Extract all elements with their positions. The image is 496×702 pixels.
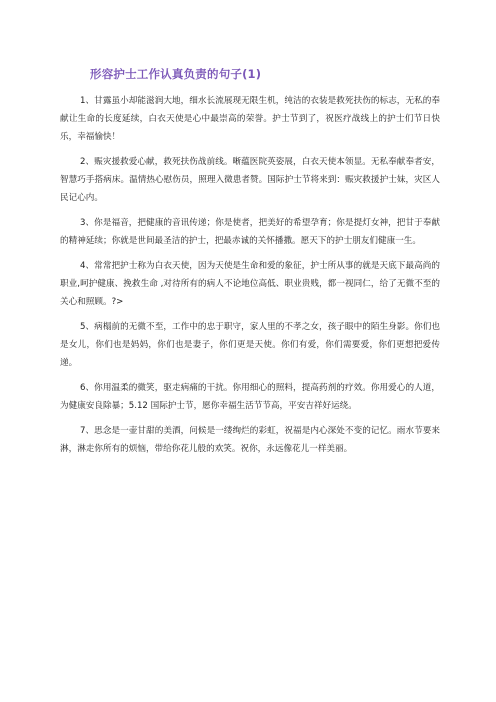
paragraph-2: 2、赈灾援救爱心献，救死扶伤战前线。晰蕴医院英姿展，白衣天使本领显。无私奉献奉者安，智慧巧手搭病床。温情热心慰伤员，照理入微患者赞。国际护士节将来到：赈灾救援护士妹，灾区人民记心内。 [60,157,440,203]
paragraph-7: 7、思念是一壶甘甜的美酒，问候是一缕绚烂的彩虹，祝福是内心深处不变的记忆。雨水节要来淋，淋走你所有的烦恼，带给你花儿般的欢笑。祝你，永远像花儿一样美丽。 [60,426,440,454]
paragraph-5: 5、病榻前的无微不至，工作中的忠于职守，家人里的不孝之女，孩子眼中的陌生身影。你们也是女儿，你们也是妈妈，你们也是妻子，你们更是天使。你们有爱，你们需要爱，你们更想把爱传递。 [60,322,440,368]
paragraph-3: 3、你是福音，把健康的音讯传递；你是使者，把美好的希望孕育；你是提灯女神，把甘于奉献的精神延续；你就是世间最圣洁的护士，把最赤诚的关怀播撒。愿天下的护士朋友们健康一生。 [60,218,440,246]
document-title: 形容护士工作认真负责的句子(1) [90,67,262,81]
paragraph-6: 6、你用温柔的微笑，驱走病痛的干扰。你用细心的照料，提高药剂的疗效。你用爱心的人道，为健康安良除暴；5.12 国际护士节，愿你幸福生活节节高，平安吉祥好运绕。 [60,383,440,411]
paragraph-1: 1、甘露虽小却能滋润大地，细水长流展现无限生机，纯洁的衣装是救死扶伤的标志，无私的奉献让生命的长度延续，白衣天使是心中最崇高的荣誉。护士节到了，祝医疗战线上的护士们节日快乐，幸福愉快！ [60,96,440,142]
paragraph-4: 4、常常把护士称为白衣天使，因为天使是生命和爱的象征，护士所从事的就是天底下最高尚的职业,呵护健康、挽救生命 ,对待所有的病人不论地位高低、职业贵贱，都一视同仁，给了无微不至的关心和照顾。?> [60,261,440,307]
